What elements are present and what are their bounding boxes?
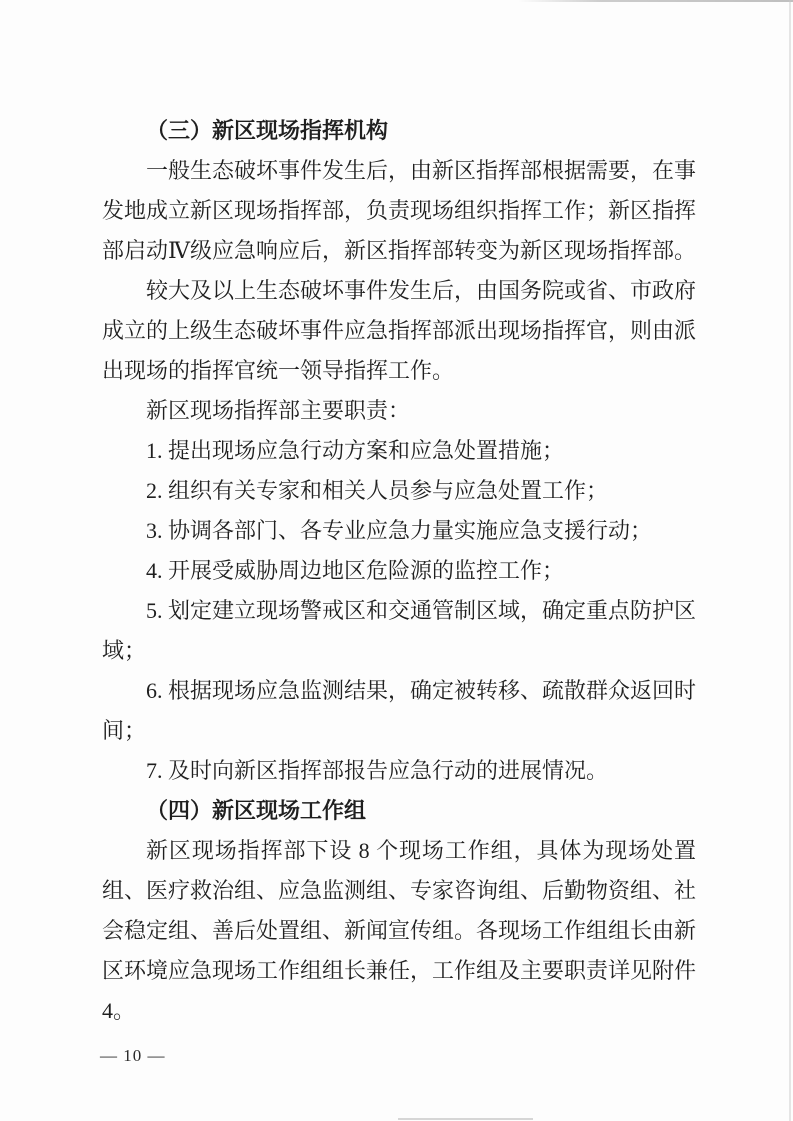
body-paragraph: 较大及以上生态破坏事件发生后，由国务院或省、市政府成立的上级生态破坏事件应急指挥部派出现场指挥官，则由派出现场的指挥官统一领导指挥工作。: [102, 278, 697, 383]
body-paragraph: 新区现场指挥部主要职责：: [146, 398, 411, 423]
section-heading-4: （四）新区现场工作组: [146, 798, 367, 823]
body-paragraph: 新区现场指挥部下设 8 个现场工作组，具体为现场处置组、医疗救治组、应急监测组、专家咨询组、后勤物资组、社会稳定组、善后处置组、新闻宣传组。各现场工作组组长由新区环境应急现场工作组组长兼任，工作组及主要职责详见附件 4。: [102, 838, 697, 1023]
numbered-item-6: 6. 根据现场应急监测结果，确定被转移、疏散群众返回时间；: [102, 678, 697, 743]
numbered-item-5: 5. 划定建立现场警戒区和交通管制区域，确定重点防护区域；: [102, 598, 697, 663]
section-heading-3: （三）新区现场指挥机构: [146, 118, 389, 143]
page-number: — 10 —: [100, 1046, 166, 1065]
numbered-item-2: 2. 组织有关专家和相关人员参与应急处置工作；: [146, 478, 609, 503]
numbered-item-4: 4. 开展受威胁周边地区危险源的监控工作；: [146, 558, 565, 583]
numbered-item-1: 1. 提出现场应急行动方案和应急处置措施；: [146, 438, 565, 463]
numbered-item-7: 7. 及时向新区指挥部报告应急行动的进展情况。: [146, 758, 609, 783]
scan-edge-artifact-right: [789, 0, 791, 1121]
scan-edge-artifact-top: [518, 0, 793, 2]
body-paragraph: 一般生态破坏事件发生后，由新区指挥部根据需要，在事发地成立新区现场指挥部，负责现场组织指挥工作；新区指挥部启动Ⅳ级应急响应后，新区指挥部转变为新区现场指挥部。: [102, 158, 697, 263]
scan-edge-artifact-bottom: [398, 1118, 533, 1120]
document-body: [102, 111, 696, 1031]
numbered-item-3: 3. 协调各部门、各专业应急力量实施应急支援行动；: [146, 518, 653, 543]
